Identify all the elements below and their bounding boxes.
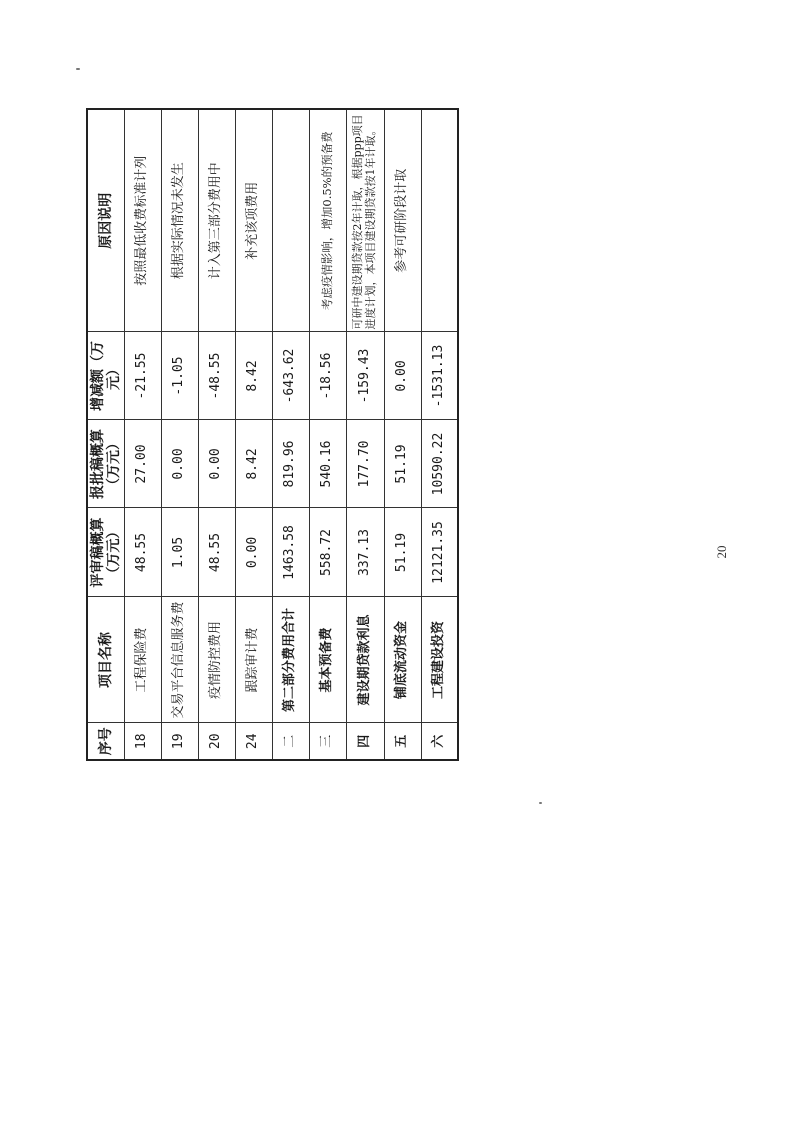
table-row-subtotal [272, 109, 309, 760]
cell-reason: 参考可研阶段计取 [384, 109, 421, 332]
cell-no: 三 [309, 723, 346, 760]
cell-no: 五 [384, 723, 421, 760]
table-row [346, 109, 384, 760]
cell-change: -21.55 [124, 332, 161, 420]
cell-item-name: 建设期贷款利息 [346, 597, 384, 723]
cell-review-estimate: 12121.35 [421, 508, 458, 597]
cell-approval-estimate: 27.00 [124, 420, 161, 508]
cell-approval-estimate: 0.00 [161, 420, 198, 508]
cell-no: 24 [235, 723, 272, 760]
cell-no: 20 [198, 723, 235, 760]
col-header-item-name: 项目名称 [87, 597, 124, 723]
cell-review-estimate: 337.13 [346, 508, 384, 597]
cell-change: -159.43 [346, 332, 384, 420]
budget-comparison-table [86, 108, 459, 761]
cell-review-estimate: 558.72 [309, 508, 346, 597]
cell-approval-estimate: 8.42 [235, 420, 272, 508]
col-header-no: 序号 [87, 723, 124, 760]
cell-approval-estimate: 819.96 [272, 420, 309, 508]
cell-item-name: 跟踪审计费 [235, 597, 272, 723]
cell-approval-estimate: 540.16 [309, 420, 346, 508]
col-header-approval-estimate: 报批稿概算 （万元） [87, 420, 124, 508]
cell-reason [421, 109, 458, 332]
table-header-row [87, 109, 124, 760]
rotated-table-container [86, 110, 453, 761]
cell-reason: 补充该项费用 [235, 109, 272, 332]
cell-review-estimate: 48.55 [198, 508, 235, 597]
cell-change: 8.42 [235, 332, 272, 420]
table-row [161, 109, 198, 760]
cell-reason: 计入第三部分费用中 [198, 109, 235, 332]
cell-approval-estimate: 0.00 [198, 420, 235, 508]
cell-change: 0.00 [384, 332, 421, 420]
cell-review-estimate: 1.05 [161, 508, 198, 597]
cell-approval-estimate: 10590.22 [421, 420, 458, 508]
col-header-review-estimate: 评审稿概算 （万元） [87, 508, 124, 597]
cell-no: 18 [124, 723, 161, 760]
cell-reason: 根据实际情况未发生 [161, 109, 198, 332]
cell-item-name: 交易平台信息服务费 [161, 597, 198, 723]
cell-no: 19 [161, 723, 198, 760]
cell-item-name: 基本预备费 [309, 597, 346, 723]
cell-reason: 可研中建设期贷款按2年计取，根据ppp项目进度计划，本项目建设期贷款按1年计取。 [346, 109, 384, 332]
table-row-total [421, 109, 458, 760]
cell-review-estimate: 0.00 [235, 508, 272, 597]
scan-speck [539, 802, 542, 804]
cell-item-name: 第二部分费用合计 [272, 597, 309, 723]
cell-review-estimate: 1463.58 [272, 508, 309, 597]
cell-review-estimate: 48.55 [124, 508, 161, 597]
table-row [198, 109, 235, 760]
cell-item-name: 铺底流动资金 [384, 597, 421, 723]
cell-no: 二 [272, 723, 309, 760]
cell-reason [272, 109, 309, 332]
cell-item-name: 工程建设投资 [421, 597, 458, 723]
table-row [235, 109, 272, 760]
table-row [124, 109, 161, 760]
cell-approval-estimate: 51.19 [384, 420, 421, 508]
cell-no: 六 [421, 723, 458, 760]
page-number: 20 [714, 545, 729, 559]
cell-change: -1531.13 [421, 332, 458, 420]
cell-change: -1.05 [161, 332, 198, 420]
table-row [309, 109, 346, 760]
cell-item-name: 工程保险费 [124, 597, 161, 723]
scan-speck [76, 68, 80, 70]
col-header-reason: 原因说明 [87, 109, 124, 332]
table-row [384, 109, 421, 760]
cell-no: 四 [346, 723, 384, 760]
cell-reason: 按照最低收费标准计列 [124, 109, 161, 332]
cell-change: -18.56 [309, 332, 346, 420]
col-header-change: 增减额（万元） [87, 332, 124, 420]
cell-change: -48.55 [198, 332, 235, 420]
cell-review-estimate: 51.19 [384, 508, 421, 597]
cell-approval-estimate: 177.70 [346, 420, 384, 508]
cell-item-name: 疫情防控费用 [198, 597, 235, 723]
cell-reason: 考虑疫情影响，增加0.5%的预备费 [309, 109, 346, 332]
cell-change: -643.62 [272, 332, 309, 420]
